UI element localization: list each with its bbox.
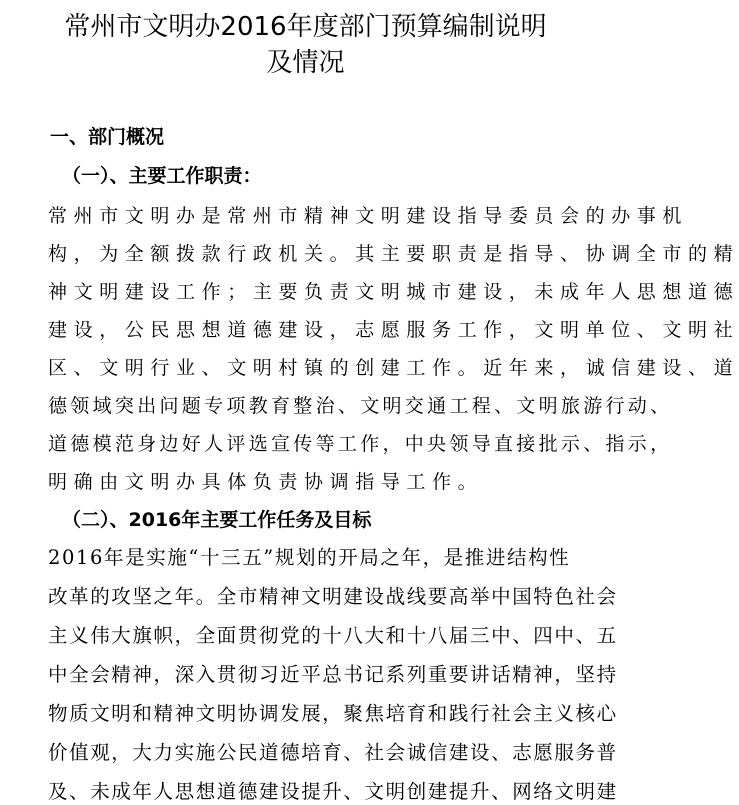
paragraph-line: 及、未成年人思想道德建设提升、文明创建提升、网络文明建 bbox=[48, 780, 618, 803]
section-heading-overview: 一、部门概况 bbox=[50, 126, 165, 148]
title-line-1: 常州市文明办2016年度部门预算编制说明 bbox=[64, 12, 547, 42]
paragraph-line: 德领域突出问题专项教育整治、文明交通工程、文明旅游行动、 bbox=[48, 395, 673, 417]
title-line-2: 及情况 bbox=[266, 48, 345, 78]
paragraph-line: 中全会精神，深入贯彻习近平总书记系列重要讲话精神，坚持 bbox=[48, 663, 618, 686]
subsection-heading-duties: （一）、主要工作职责： bbox=[62, 165, 262, 187]
paragraph-line: 主义伟大旗帜，全面贯彻党的十八大和十八届三中、四中、五 bbox=[48, 624, 618, 647]
paragraph-line: 物质文明和精神文明协调发展，聚焦培育和践行社会主义核心 bbox=[48, 702, 618, 725]
paragraph-line: 改革的攻坚之年。全市精神文明建设战线要高举中国特色社会 bbox=[48, 585, 618, 608]
paragraph-line: 区、文明行业、文明村镇的创建工作。近年来，诚信建设、道 bbox=[48, 357, 739, 379]
subsection-heading-tasks: （二）、2016年主要工作任务及目标 bbox=[62, 509, 372, 531]
paragraph-line: 2016年是实施“十三五”规划的开局之年，是推进结构性 bbox=[48, 546, 571, 569]
paragraph-line: 明确由文明办具体负责协调指导工作。 bbox=[48, 471, 484, 493]
paragraph-line: 常州市文明办是常州市精神文明建设指导委员会的办事机 bbox=[48, 205, 689, 227]
paragraph-line: 价值观，大力实施公民道德培育、社会诚信建设、志愿服务普 bbox=[48, 741, 618, 764]
paragraph-line: 道德模范身边好人评选宣传等工作，中央领导直接批示、指示， bbox=[48, 433, 673, 455]
paragraph-line: 建设，公民思想道德建设，志愿服务工作，文明单位、文明社 bbox=[48, 319, 739, 341]
paragraph-line: 构，为全额拨款行政机关。其主要职责是指导、协调全市的精 bbox=[48, 243, 739, 265]
paragraph-line: 神文明建设工作；主要负责文明城市建设，未成年人思想道德 bbox=[48, 281, 739, 303]
